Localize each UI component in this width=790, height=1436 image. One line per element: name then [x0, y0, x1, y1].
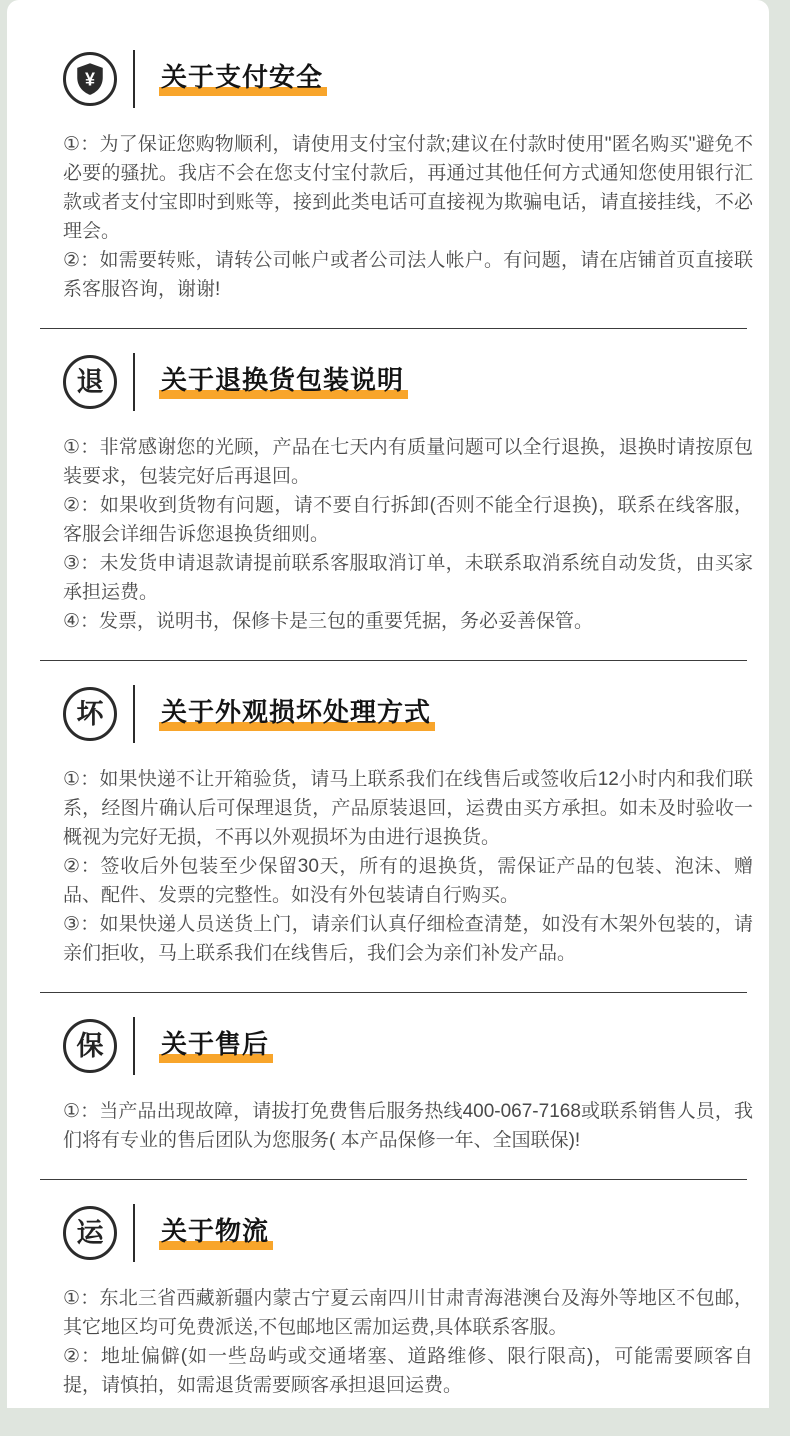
section-body	[63, 433, 753, 636]
policy-paragraph: ③：未发货申请退款请提前联系客服取消订单，未联系取消系统自动发货，由买家承担运费。	[63, 553, 753, 603]
return-circle-icon	[63, 355, 117, 409]
header-vertical-rule	[133, 685, 135, 743]
policy-paragraph: ①：东北三省西藏新疆内蒙古宁夏云南四川甘肃青海港澳台及海外等地区不包邮，其它地区均可免费派送,不包邮地区需加运费,具体联系客服。	[63, 1288, 753, 1338]
warranty-glyph: 保	[76, 1030, 104, 1061]
policy-paragraph: ④：发票，说明书，保修卡是三包的重要凭据，务必妥善保管。	[63, 611, 594, 632]
section-body	[63, 1284, 753, 1400]
section-payment-security	[63, 26, 753, 328]
shipping-glyph: 运	[76, 1217, 104, 1248]
section-header	[63, 1204, 753, 1262]
policy-paragraph: ①：当产品出现故障，请拔打免费售后服务热线400-067-7168或联系销售人员，我们将有专业的售后团队为您服务( 本产品保修一年、全国联保)!	[63, 1101, 753, 1151]
header-vertical-rule	[133, 353, 135, 411]
section-return-packaging	[63, 329, 753, 660]
policy-paragraph: ③：如果快递人员送货上门，请亲们认真仔细检查清楚，如没有木架外包装的，请亲们拒收，马上联系我们在线售后，我们会为亲们补发产品。	[63, 914, 753, 964]
policy-paragraph: ②：地址偏僻(如一些岛屿或交通堵塞、道路维修、限行限高)，可能需要顾客自提，请慎拍，如需退货需要顾客承担退回运费。	[63, 1346, 753, 1396]
section-title: 关于支付安全	[159, 62, 327, 96]
header-vertical-rule	[133, 1017, 135, 1075]
section-header	[63, 1017, 753, 1075]
section-header	[63, 685, 753, 743]
policy-card	[7, 0, 769, 1408]
policy-paragraph: ①：非常感谢您的光顾，产品在七天内有质量问题可以全行退换，退换时请按原包装要求，包装完好后再退回。	[63, 437, 753, 487]
policy-paragraph: ①：为了保证您购物顺利，请使用支付宝付款;建议在付款时使用"匿名购买"避免不必要的骚扰。我店不会在您支付宝付款后，再通过其他任何方式通知您使用银行汇款或者支付宝即时到账等，接到此类电话可直接视为欺骗电话，请直接挂线，不必理会。	[63, 134, 753, 242]
policy-paragraph: ②：如需要转账，请转公司帐户或者公司法人帐户。有问题，请在店铺首页直接联系客服咨询，谢谢!	[63, 250, 753, 300]
shield-yuan-icon	[63, 52, 117, 106]
section-logistics	[63, 1180, 753, 1408]
section-title: 关于物流	[159, 1216, 273, 1250]
yuan-glyph: ¥	[84, 69, 96, 90]
section-body	[63, 130, 753, 304]
section-header	[63, 50, 753, 108]
section-header	[63, 353, 753, 411]
policy-paragraph: ②：如果收到货物有问题，请不要自行拆卸(否则不能全行退换)，联系在线客服，客服会详细告诉您退换货细则。	[63, 495, 753, 545]
warranty-circle-icon	[63, 1019, 117, 1073]
section-body	[63, 1097, 753, 1155]
section-body	[63, 765, 753, 968]
section-damage-handling	[63, 661, 753, 992]
section-title: 关于售后	[159, 1029, 273, 1063]
shield-icon	[72, 61, 108, 97]
section-title: 关于外观损坏处理方式	[159, 697, 435, 731]
damage-glyph: 坏	[76, 698, 104, 729]
policy-paragraph: ①：如果快递不让开箱验货，请马上联系我们在线售后或签收后12小时内和我们联系，经图片确认后可保理退货，产品原装退回，运费由买方承担。如未及时验收一概视为完好无损，不再以外观损坏为由进行退换货。	[63, 769, 753, 848]
header-vertical-rule	[133, 1204, 135, 1262]
policy-paragraph: ②：签收后外包装至少保留30天，所有的退换货，需保证产品的包装、泡沫、赠品、配件、发票的完整性。如没有外包装请自行购买。	[63, 856, 753, 906]
section-title: 关于退换货包装说明	[159, 365, 408, 399]
section-after-sales	[63, 993, 753, 1179]
shipping-circle-icon	[63, 1206, 117, 1260]
damage-circle-icon	[63, 687, 117, 741]
header-vertical-rule	[133, 50, 135, 108]
return-glyph: 退	[76, 366, 104, 397]
